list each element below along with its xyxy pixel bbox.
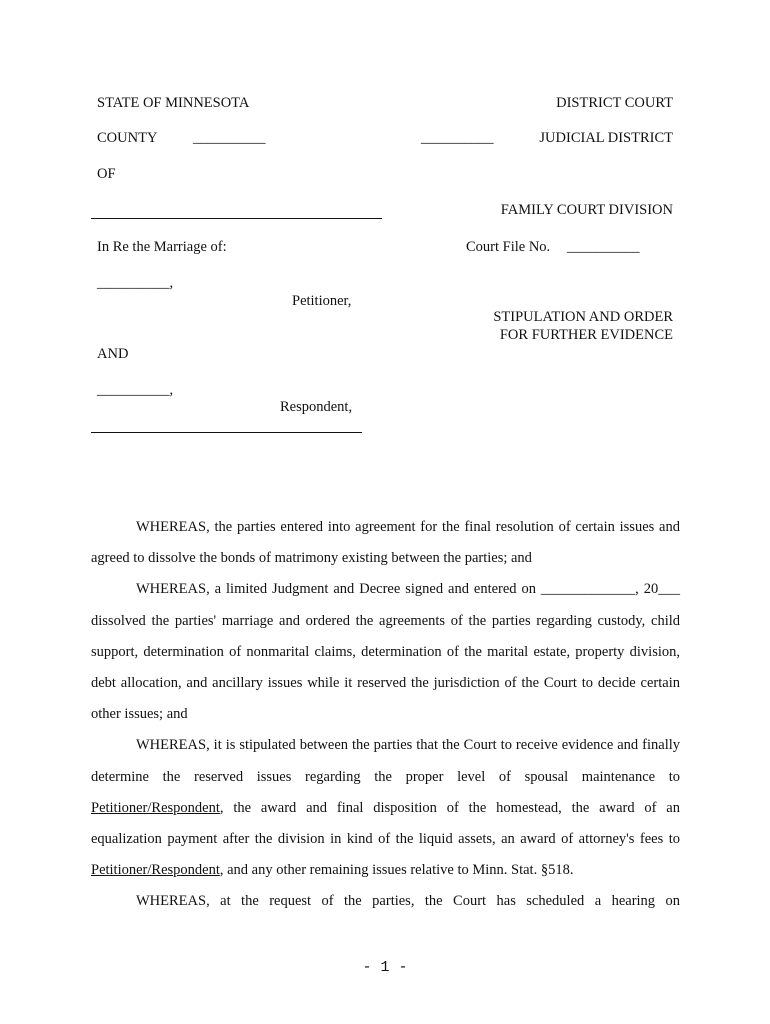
court-label: DISTRICT COURT (556, 95, 673, 111)
document-body (91, 512, 680, 918)
party-designation-2: Petitioner/Respondent (91, 862, 220, 879)
caption-divider-bottom (91, 432, 362, 433)
whereas-paragraph-3-part-a: WHEREAS, it is stipulated between the parties that the Court to receive evidence and finally determine the reserved issues regarding the proper level of spousal maintenance to (91, 737, 680, 785)
whereas-paragraph-1: WHEREAS, the parties entered into agreement for the final resolution of certain issues and agreed to dissolve the bonds of matrimony existing between the parties; and (91, 519, 680, 567)
whereas-paragraph-3-part-b: , the award and final disposition of the homestead, the award of an equalization payment after the division in kind of the liquid assets, an award of attorney's fees to (91, 799, 680, 848)
petitioner-label: Petitioner, (292, 293, 352, 309)
respondent-label: Respondent, (280, 399, 353, 415)
county-blank: __________ (193, 130, 266, 146)
document-title-line2: FOR FURTHER EVIDENCE (499, 327, 673, 343)
petitioner-name-blank: __________, (97, 275, 174, 291)
district-blank: __________ (421, 130, 494, 146)
caption-divider-top (91, 218, 382, 219)
judicial-district-label: JUDICIAL DISTRICT (539, 130, 673, 146)
county-label: COUNTY (97, 130, 158, 146)
whereas-paragraph-4: WHEREAS, at the request of the parties, the Court has scheduled a hearing on (136, 893, 680, 910)
document-title-line1: STIPULATION AND ORDER (493, 309, 673, 325)
whereas-paragraph-3-part-c: , and any other remaining issues relative to Minn. Stat. §518. (219, 862, 574, 879)
respondent-name-blank: __________, (97, 382, 174, 398)
division-label: FAMILY COURT DIVISION (500, 202, 673, 218)
whereas-paragraph-2: WHEREAS, a limited Judgment and Decree signed and entered on _____________, 20___ dissolved the parties' marriage and ordered the agreements of the parties regarding custody, child support, determination of nonmarital claims, determination of the marital estate, property division, debt allocation, and ancillary issues while it reserved the jurisdiction of the Court to decide certain other issues; and (91, 581, 680, 723)
court-file-blank: __________ (567, 239, 640, 255)
in-re-label: In Re the Marriage of: (97, 239, 227, 255)
of-label: OF (97, 166, 116, 182)
page-number: - 1 - (362, 959, 408, 976)
party-designation-1: Petitioner/Respondent (91, 799, 220, 816)
state-label: STATE OF MINNESOTA (97, 95, 250, 111)
court-file-label: Court File No. (466, 239, 551, 255)
and-label: AND (97, 346, 129, 362)
whereas-paragraph-3 (91, 730, 680, 886)
